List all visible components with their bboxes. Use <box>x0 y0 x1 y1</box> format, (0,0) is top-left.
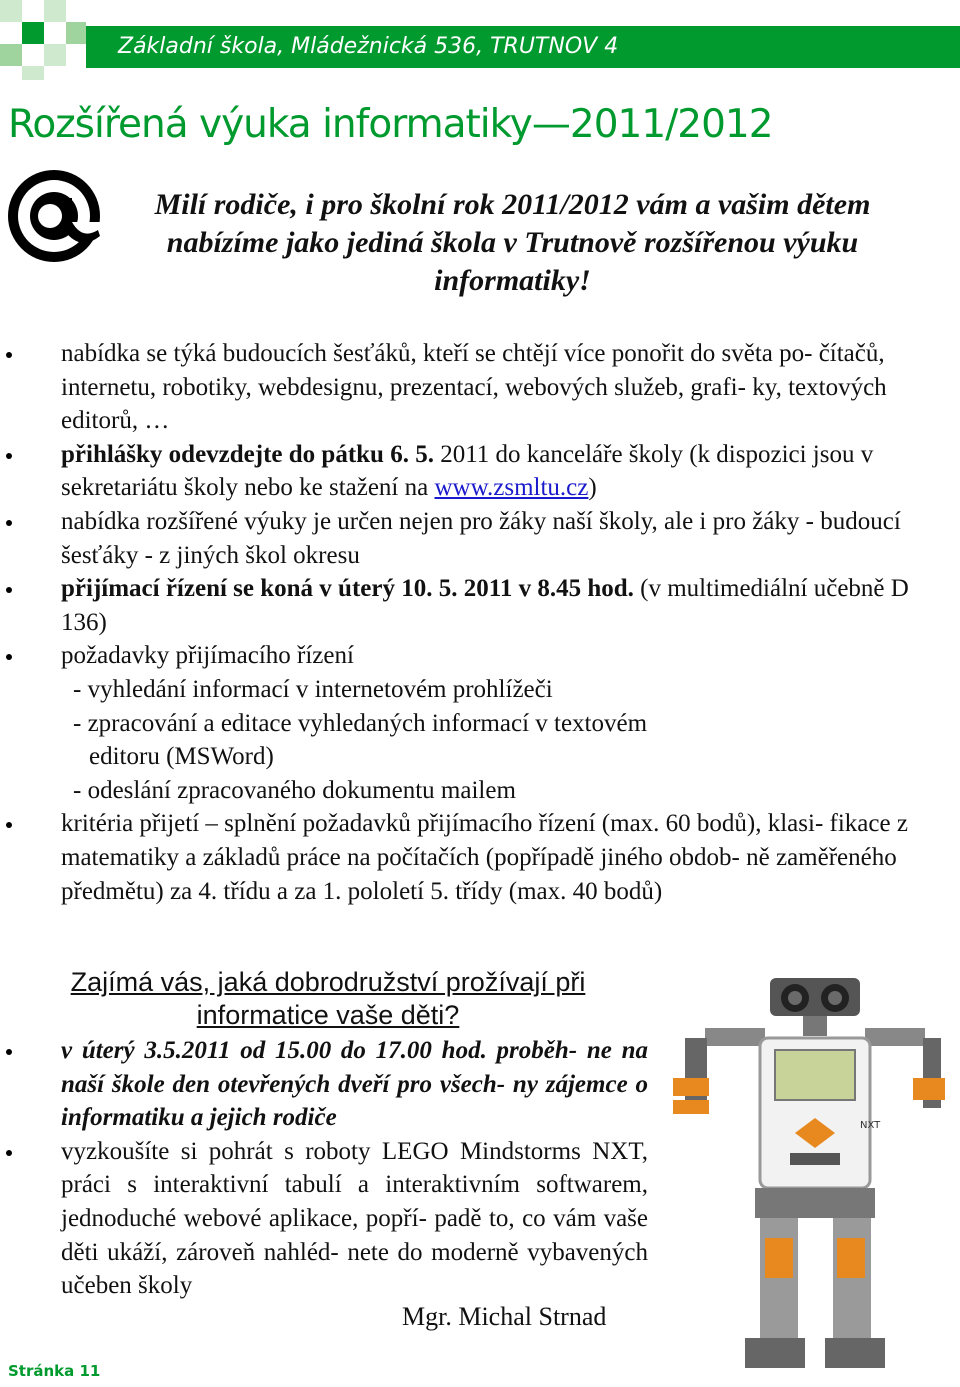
at-sign-icon <box>2 160 112 270</box>
section-title: Zajímá vás, jaká dobrodružství prožívají při informatice vaše děti? <box>70 967 586 1030</box>
list-item: kritéria přijetí – splnění požadavků přijímacího řízení (max. 60 bodů), klasi- fikace z matematiky a základů práce na počítačích (popřípadě jiného obdob- ně zaměřeného předmětu) za 4. třídu a za 1. pololetí 5. třídy (max. 40 bodů) <box>0 807 960 908</box>
page-number: Stránka 11 <box>8 1362 101 1380</box>
event-list <box>0 1034 648 1303</box>
lego-robot-icon <box>665 968 955 1382</box>
info-list <box>0 337 960 908</box>
robot-label: NXT <box>860 1120 881 1131</box>
list-item: přijímací řízení se koná v úterý 10. 5. 2011 v 8.45 hod. (v multimediální učebně D 136) <box>0 572 960 639</box>
list-item: přihlášky odevzdejte do pátku 6. 5. 2011 do kanceláře školy (k dispozici jsou v sekretariátu školy nebo ke stažení na www.zsmltu.cz) <box>0 438 960 505</box>
list-item: požadavky přijímacího řízení - vyhledání informací v internetovém prohlížeči - zpracování a editace vyhledaných informací v textovém editoru (MSWord) - odeslání zpracovaného dokumentu mailem <box>0 639 960 807</box>
list-item: vyzkoušíte si pohrát s roboty LEGO Mindstorms NXT, práci s interaktivní tabulí a interaktivním softwarem, jednoduché webové aplikace, popří- padě to, co vám vaše děti ukáží, zároveň nahléd- nete do moderně vybavených učeben školy <box>0 1135 648 1303</box>
page-title: Rozšířená výuka informatiky—2011/2012 <box>8 102 773 147</box>
signature: Mgr. Michal Strnad <box>402 1302 607 1331</box>
intro-text: Milí rodiče, i pro školní rok 2011/2012 vám a vašim dětem nabízíme jako jediná škola v Trutnově rozšířenou výuku informatiky! <box>154 188 871 297</box>
list-item: nabídka se týká budoucích šesťáků, kteří se chtějí více ponořit do světa po- čítačů, internetu, robotiky, webdesignu, prezentací, webových služeb, grafi- ky, textových editorů, … <box>0 337 960 438</box>
list-item: nabídka rozšířené výuky je určen nejen pro žáky naší školy, ale i pro žáky - budoucí šesťáky - z jiných škol okresu <box>0 505 960 572</box>
list-item: v úterý 3.5.2011 od 15.00 do 17.00 hod. proběh- ne na naší škole den otevřených dveří pro všech- ny zájemce o informatiku a jejich rodiče <box>0 1034 648 1135</box>
school-name: Základní škola, Mládežnická 536, TRUTNOV 4 <box>118 34 619 59</box>
website-link[interactable]: www.zsmltu.cz <box>434 474 589 502</box>
